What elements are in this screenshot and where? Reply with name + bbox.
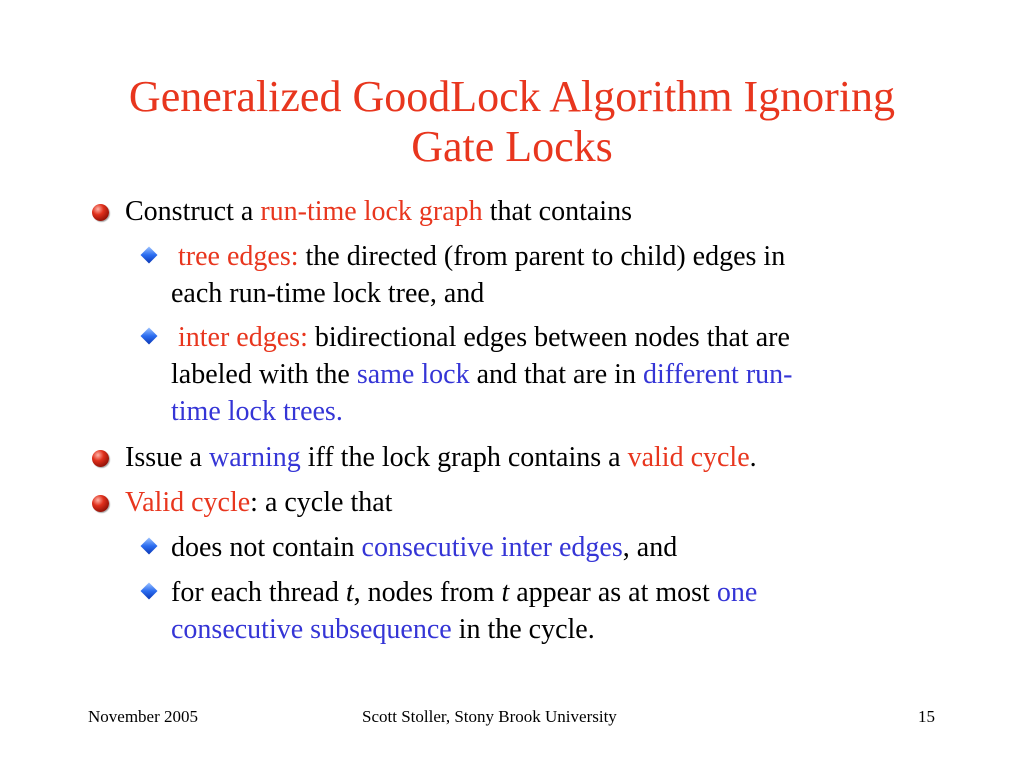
bullet-diamond-icon (141, 247, 158, 264)
text-segment: labeled with the (171, 359, 357, 390)
bullet-ball-icon (92, 495, 109, 512)
slide-title-line1: Generalized GoodLock Algorithm Ignoring (128, 72, 896, 121)
bullet-ball-icon (92, 450, 109, 467)
highlight-valid-cycle: valid cycle (627, 442, 750, 473)
text-segment: the directed (from parent to child) edges in (298, 241, 786, 272)
text-segment: Issue a (125, 442, 209, 473)
highlight-consecutive-subsequence: consecutive subsequence (171, 614, 452, 645)
text-segment: does not contain (171, 532, 362, 563)
text-segment: bidirectional edges between nodes that are (307, 322, 790, 353)
bullet-issue-warning (125, 439, 955, 476)
highlight-same-lock: same lock (356, 359, 470, 390)
highlight-warning: warning (208, 442, 301, 473)
footer-date: November 2005 (88, 707, 199, 726)
italic-thread-var: t (345, 577, 354, 608)
text-segment: each run-time lock tree, and (171, 278, 485, 309)
slide-title (60, 72, 964, 172)
text-segment: iff the lock graph contains a (300, 442, 628, 473)
highlight-one: one (716, 577, 758, 608)
bullet-diamond-icon (141, 328, 158, 345)
highlight-tree-edges: tree edges: (178, 241, 299, 272)
highlight-inter-edges: inter edges: (178, 322, 308, 353)
subbullet-each-thread (171, 574, 951, 648)
text-segment: . (749, 442, 757, 473)
subbullet-no-consecutive-inter-edges (171, 529, 951, 566)
italic-thread-var: t (501, 577, 510, 608)
subbullet-tree-edges (171, 238, 951, 312)
highlight-different-run-time-lock-trees-cont: time lock trees. (171, 396, 343, 427)
text-segment: Construct a (125, 196, 261, 227)
highlight-run-time-lock-graph: run-time lock graph (260, 196, 483, 227)
text-segment: , nodes from (353, 577, 502, 608)
text-segment: : a cycle that (250, 487, 393, 518)
highlight-different-run-time-lock-trees: different run- (642, 359, 793, 390)
slide-title-line2: Gate Locks (411, 122, 613, 171)
footer-author: Scott Stoller, Stony Brook University (362, 707, 617, 726)
highlight-valid-cycle-term: Valid cycle (125, 487, 251, 518)
subbullet-inter-edges (171, 319, 951, 430)
highlight-consecutive-inter-edges: consecutive inter edges (361, 532, 623, 563)
bullet-construct-graph (125, 193, 955, 230)
bullet-diamond-icon (141, 583, 158, 600)
bullet-valid-cycle (125, 484, 955, 521)
text-segment: , and (622, 532, 678, 563)
text-segment: in the cycle. (451, 614, 595, 645)
footer-page-number: 15 (918, 707, 935, 726)
bullet-diamond-icon (141, 538, 158, 555)
bullet-ball-icon (92, 204, 109, 221)
text-segment: that contains (482, 196, 632, 227)
text-segment: appear as at most (509, 577, 717, 608)
text-segment: and that are in (469, 359, 643, 390)
text-segment: for each thread (171, 577, 346, 608)
